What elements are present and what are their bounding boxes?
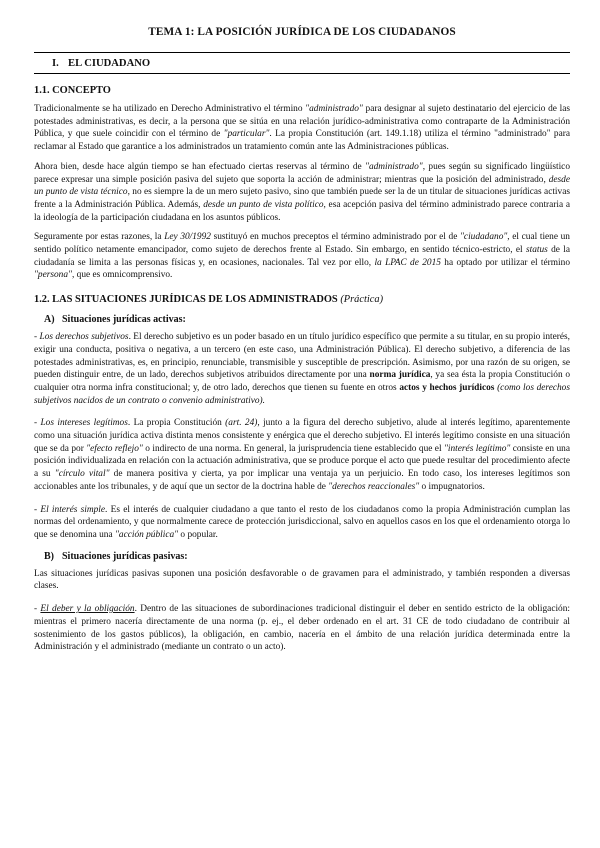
paragraph-deber-obligacion: - El deber y la obligación. Dentro de las situaciones de subordinaciones tradicional distinguir el deber en sentido estricto de la obligación: mientras el primero nacería directamente de una norma (p. ej., el deber ordenado en el art. 31 CE de todo ciudadano de contribuir al sostenimiento de los gastos públicos), la obligación, en cambio, nacería en el ámbito de una relación jurídica determinada entre la Administración y el administrado (mediante un contrato o un acto).	[34, 604, 570, 653]
heading-situaciones: 1.2. LAS SITUACIONES JURÍDICAS DE LOS ADMINISTRADOS (Práctica)	[34, 294, 384, 306]
paragraph-interes-simple: - El interés simple. Es el interés de cualquier ciudadano a que tanto el resto de los ciudadanos como la propia Administración cumplan las normas del ordenamiento, y que normalmente carece de protección jurisdiccional, salvo en aquellos casos en los que el ordenamiento otorga lo que se denomina una "acción pública" o popular.	[34, 504, 570, 540]
section-label: EL CIUDADANO	[68, 58, 151, 69]
page-title: TEMA 1: LA POSICIÓN JURÍDICA DE LOS CIUDADANOS	[148, 26, 456, 38]
subheading-activas: A) Situaciones jurídicas activas:	[44, 314, 186, 326]
paragraph-intereses-legitimos: - Los intereses legítimos. La propia Constitución (art. 24), junto a la figura del derecho subjetivo, alude al interés legítimo, aparentemente como una situación jurídica activa distinta menos consistente y enérgica que el derecho subjetivo. El interés legítimo consiste en una situación que se da por "efecto reflejo" o indirecto de una norma. En general, la jurisprudencia tiene establecido que el "interés legítimo" consiste en una posición individualizada en relación con la actuación administrativa, que se produce porque el acto que puede resultar del procedimiento afecte a su "círculo vital" de manera positiva y cierta, ya por implicar una ventaja ya un perjuicio. En todo caso, los intereses legítimos son accionables ante los tribunales, y de aquí que un sector de la doctrina hable de "derechos reaccionales" o impugnatorios.	[34, 418, 570, 492]
section-number: I.	[52, 58, 59, 69]
section-heading-ciudadano	[34, 52, 570, 74]
heading-note: (Práctica)	[340, 294, 384, 306]
paragraph-concepto-1: Tradicionalmente se ha utilizado en Derecho Administrativo el término "administrado" para designar al sujeto destinatario del ejercicio de las potestades administrativas, es decir, a la persona que se sitúa en una relación jurídico-administrativa como contraparte de la Administración Pública, y que suele coincidir con el término de "particular". La propia Constitución (art. 149.1.18) utiliza el término "administrado" para reclamar al Estado que garantice a los administrados un tratamiento común ante las Administraciones públicas.	[34, 104, 570, 153]
document-page	[34, 26, 570, 661]
subheading-pasivas: B) Situaciones jurídicas pasivas:	[44, 550, 188, 562]
paragraph-pasivas-intro: Las situaciones jurídicas pasivas suponen una posición desfavorable o de gravamen para el administrado, y también responden a diversas clases.	[34, 568, 570, 592]
heading-concepto: 1.1. CONCEPTO	[34, 85, 111, 96]
paragraph-concepto-2: Ahora bien, desde hace algún tiempo se han efectuado ciertas reservas al término de "administrado", pues según su significado lingüístico parece expresar una simple posición pasiva del sujeto que soporta la acción de administrar; mientras que la posición del administrado, desde un punto de vista técnico, no es siempre la de un mero sujeto pasivo, sino que también puede ser la de un titular de situaciones jurídicas activas frente a la Administración Pública. Además, desde un punto de vista político, esa acepción pasiva del término administrado parece contraria a la ideología de la participación ciudadana en los asuntos públicos.	[34, 161, 571, 223]
paragraph-derechos-subjetivos: - Los derechos subjetivos. El derecho subjetivo es un poder basado en un título jurídico específico que permite a su titular, en su propio interés, exigir una conducta, positiva o negativa, a un tercero (en este caso, una Administración Pública). El derecho subjetivo, a diferencia de las potestades administrativas, es, en principio, renunciable, transmisible y susceptible de prescripción. Asimismo, por una razón de su origen, se pueden distinguir entre, de un lado, derechos subjetivos atribuidos directamente por una norma jurídica, ya sea ésta la propia Constitución o cualquier otra norma infra constitucional; y, de otro lado, derechos que tienen su fuente en otros actos y hechos jurídicos (como los derechos subjetivos nacidos de un contrato o convenio administrativo).	[34, 332, 570, 406]
paragraph-concepto-3: Seguramente por estas razones, la Ley 30/1992 sustituyó en muchos preceptos el término administrado por el de "ciudadano", el cual tiene un sentido político netamente emancipador, como sujeto de derechos frente al Estado. Sin embargo, en sentido técnico-estricto, el status de la ciudadanía se limita a las personas físicas y, en ocasiones, nacionales. Tal vez por ello, la LPAC de 2015 ha optado por utilizar el término "persona", que es omnicomprensivo.	[34, 232, 571, 281]
